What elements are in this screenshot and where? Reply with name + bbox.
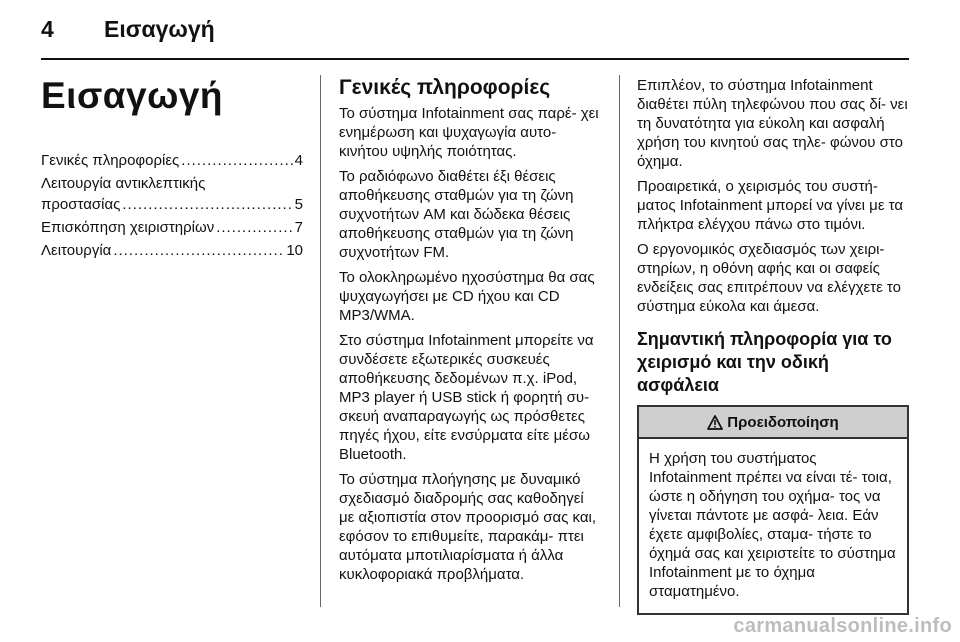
toc-entry-controls[interactable] <box>41 217 303 238</box>
warning-triangle-icon <box>707 415 723 430</box>
toc-leader <box>216 217 292 238</box>
watermark: carmanualsonline.info <box>733 615 952 637</box>
table-of-contents <box>41 150 303 263</box>
header-rule <box>41 58 909 60</box>
paragraph: Στο σύστημα Infotainment μπορείτε να συνδέσετε εξωτερικές συσκευές αποθήκευσης δεδομένων π.χ. iPod, MP3 player ή USB stick ή φορητή συ- σκευή αναπαραγωγής ως πρόσθετες πηγές ήχου, είτε ενσύρματα είτε μέσω Bluetooth. <box>339 332 594 463</box>
warning-title: Προειδοποίηση <box>727 413 839 431</box>
toc-leader <box>113 240 284 261</box>
safety-heading: Σημαντική πληροφορία για το χειρισμό και την οδική ασφάλεια <box>637 329 892 395</box>
paragraph: Ο εργονομικός σχεδιασμός των χειρι- στηρίων, η οθόνη αφής και οι σαφείς ενδείξεις σας επιτρέπουν να ελέγχετε το σύστημα εύκολα και άμεσα. <box>637 241 901 315</box>
toc-label: Λειτουργία <box>41 242 112 259</box>
page-header <box>0 0 960 60</box>
column-divider <box>320 75 321 607</box>
paragraph: Προαιρετικά, ο χειρισμός του συστή- ματος Infotainment μπορεί να γίνει με τα πλήκτρα ελέγχου πάνω στο τιμόνι. <box>637 178 904 233</box>
toc-label-line1: Λειτουργία αντικλεπτικής <box>41 175 206 192</box>
toc-leader <box>122 194 292 215</box>
general-info-column <box>339 76 602 590</box>
toc-page: 7 <box>294 219 303 236</box>
toc-page: 4 <box>294 152 303 169</box>
running-title: Εισαγωγή <box>104 16 215 42</box>
warning-body <box>639 439 907 613</box>
toc-leader <box>181 150 292 171</box>
column-divider <box>619 75 620 607</box>
paragraph: Το ολοκληρωμένο ηχοσύστημα θα σας ψυχαγωγήσει με CD ήχου και CD MP3/WMA. <box>339 269 595 324</box>
toc-label: Επισκόπηση χειριστηρίων <box>41 219 215 236</box>
page-number: 4 <box>41 16 54 42</box>
toc-page: 5 <box>294 196 303 213</box>
toc-entry-antitheft[interactable] <box>41 173 303 215</box>
toc-entry-general[interactable] <box>41 150 303 171</box>
toc-entry-operation[interactable] <box>41 240 303 261</box>
toc-page: 10 <box>286 242 303 259</box>
chapter-title: Εισαγωγή <box>41 75 224 116</box>
paragraph: Το ραδιόφωνο διαθέτει έξι θέσεις αποθήκευσης σταθμών για τη ζώνη συχνοτήτων AM και δώδεκα θέσεις αποθήκευσης σταθμών για τη ζώνη συχνοτήτων FM. <box>339 168 574 261</box>
toc-label: προστασίας <box>41 196 121 213</box>
toc-label: Γενικές πληροφορίες <box>41 152 180 169</box>
paragraph: Το σύστημα πλοήγησης με δυναμικό σχεδιασμό διαδρομής σας καθοδηγεί με αξιοπιστία στον προορισμό σας και, εφόσον το επιθυμείτε, παρακάμ- πτει αυτόματα μποτιλιαρίσματα ή άλλα κυκλοφοριακά προβλήματα. <box>339 471 597 583</box>
warning-text: Η χρήση του συστήματος Infotainment πρέπει να είναι τέ- τοια, ώστε η οδήγηση του οχήμα- τος να γίνεται πάντοτε με ασφά- λεια. Εάν έχετε αμφιβολίες, σταμα- τήστε το όχημά σας και χειριστείτε το σύστημα Infotainment με το όχημα σταματημένο. <box>649 450 896 600</box>
warning-box <box>637 405 909 615</box>
warning-header <box>639 407 907 439</box>
section-heading: Γενικές πληροφορίες <box>339 76 551 99</box>
paragraph: Το σύστημα Infotainment σας παρέ- χει ενημέρωση και ψυχαγωγία αυτο- κινήτου υψηλής ποιότητας. <box>339 105 599 160</box>
paragraph: Επιπλέον, το σύστημα Infotainment διαθέτει πύλη τηλεφώνου που σας δί- νει τη δυνατότητα για εύκολη και ασφαλή χρήση του κινητού σας τηλε- φώνου στο όχημα. <box>637 77 908 170</box>
right-column <box>637 76 909 615</box>
